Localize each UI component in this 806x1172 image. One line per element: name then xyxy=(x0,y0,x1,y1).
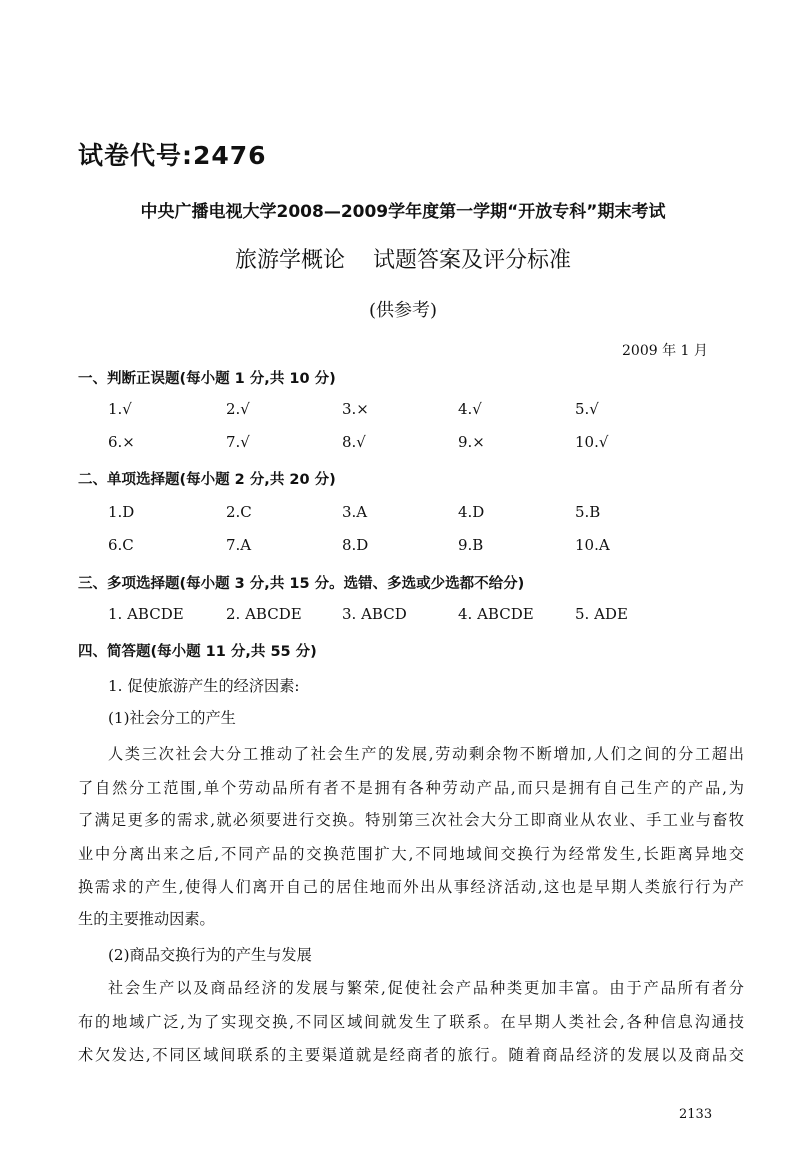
document-subtitle: 试题答案及评分标准 xyxy=(373,248,572,273)
answer-item: 10.A xyxy=(575,536,610,554)
section-heading-true-false: 一、判断正误题(每小题 1 分,共 10 分) xyxy=(78,371,336,387)
course-name: 旅游学概论 xyxy=(234,248,345,273)
paragraph-line: 生的主要推动因素。 xyxy=(78,910,215,928)
paragraph-line: 布的地域广泛,为了实现交换,不同区域间就发生了联系。在早期人类社会,各种信息沟通技 xyxy=(78,1013,746,1031)
section-heading-single-choice: 二、单项选择题(每小题 2 分,共 20 分) xyxy=(78,472,336,488)
answer-row xyxy=(108,503,748,525)
answer-item: 3.A xyxy=(342,503,368,521)
answer-item: 5.√ xyxy=(575,400,599,418)
answer-item: 10.√ xyxy=(575,433,609,451)
answer-item: 4. ABCDE xyxy=(458,605,534,623)
answer-item: 2. ABCDE xyxy=(226,605,302,623)
reference-note: (供参考) xyxy=(368,300,438,321)
answer-item: 3.× xyxy=(342,400,369,418)
answer-item: 5.B xyxy=(575,503,601,521)
answer-row xyxy=(108,433,748,455)
section-heading-multiple-choice: 三、多项选择题(每小题 3 分,共 15 分。选错、多选或少选都不给分) xyxy=(78,576,525,592)
answer-item: 6.× xyxy=(108,433,135,451)
page-title xyxy=(0,243,806,274)
paragraph-line: 换需求的产生,使得人们离开自己的居住地而外出从事经济活动,这也是早期人类旅行行为产 xyxy=(78,878,746,896)
answer-item: 7.A xyxy=(226,536,252,554)
answer-item: 4.√ xyxy=(458,400,482,418)
answer-row xyxy=(108,605,748,627)
answer-item: 3. ABCD xyxy=(342,605,407,623)
answer-item: 2.√ xyxy=(226,400,250,418)
section-heading-short-answer: 四、简答题(每小题 11 分,共 55 分) xyxy=(78,644,317,660)
exam-code: 试卷代号:2476 xyxy=(78,141,267,170)
paragraph-line: 了满足更多的需求,就必须要进行交换。特别第三次社会大分工即商业从农业、手工业与畜牧 xyxy=(78,811,746,829)
page-number: 2133 xyxy=(679,1107,713,1122)
answer-item: 2.C xyxy=(226,503,252,521)
subheading: (2)商品交换行为的产生与发展 xyxy=(108,946,312,964)
subheading: (1)社会分工的产生 xyxy=(108,709,236,727)
paragraph-line: 业中分离出来之后,不同产品的交换范围扩大,不同地域间交换行为经常发生,长距离异地交 xyxy=(78,845,746,863)
answer-item: 8.D xyxy=(342,536,369,554)
exam-date: 2009 年 1 月 xyxy=(622,343,708,359)
answer-item: 1.√ xyxy=(108,400,132,418)
paragraph-line: 了自然分工范围,单个劳动品所有者不是拥有各种劳动产品,而只是拥有自己生产的产品,为 xyxy=(78,779,746,797)
answer-row xyxy=(108,400,748,422)
paragraph-line: 术欠发达,不同区域间联系的主要渠道就是经商者的旅行。随着商品经济的发展以及商品交 xyxy=(78,1046,746,1064)
answer-item: 9.× xyxy=(458,433,485,451)
answer-item: 7.√ xyxy=(226,433,250,451)
question-title: 1. 促使旅游产生的经济因素: xyxy=(108,677,300,695)
paragraph-line: 人类三次社会大分工推动了社会生产的发展,劳动剩余物不断增加,人们之间的分工超出 xyxy=(108,745,746,763)
answer-item: 8.√ xyxy=(342,433,366,451)
answer-item: 1. ABCDE xyxy=(108,605,184,623)
answer-item: 6.C xyxy=(108,536,134,554)
answer-row xyxy=(108,536,748,558)
answer-item: 5. ADE xyxy=(575,605,628,623)
paragraph-line: 社会生产以及商品经济的发展与繁荣,促使社会产品种类更加丰富。由于产品所有者分 xyxy=(108,979,746,997)
answer-item: 9.B xyxy=(458,536,484,554)
answer-item: 1.D xyxy=(108,503,135,521)
answer-item: 4.D xyxy=(458,503,485,521)
exam-header: 中央广播电视大学2008—2009学年度第一学期“开放专科”期末考试 xyxy=(140,202,666,222)
